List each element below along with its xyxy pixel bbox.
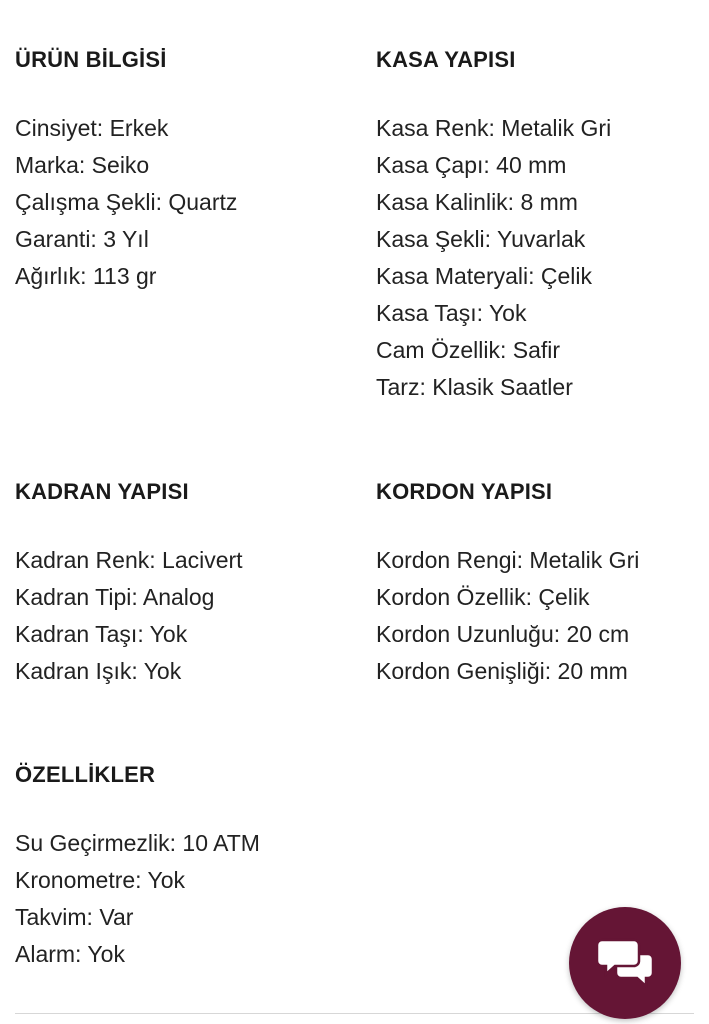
spec-item-kordon-rengi: Kordon Rengi: Metalik Gri <box>376 547 640 573</box>
spec-item-alarm: Alarm: Yok <box>15 941 125 967</box>
spec-item-kasa-capi: Kasa Çapı: 40 mm <box>376 152 567 178</box>
spec-list <box>15 110 237 295</box>
chat-bubbles-icon <box>596 938 654 988</box>
spec-item-kasa-renk: Kasa Renk: Metalik Gri <box>376 115 612 141</box>
spec-list <box>15 825 260 973</box>
spec-item-garanti: Garanti: 3 Yıl <box>15 226 149 252</box>
spec-item-kadran-isik: Kadran Işık: Yok <box>15 658 182 684</box>
section-kasa-yapisi <box>376 45 612 400</box>
spec-item-kronometre: Kronometre: Yok <box>15 867 186 893</box>
spec-list <box>376 110 611 406</box>
section-urun-bilgisi <box>15 45 238 289</box>
spec-item-kadran-tipi: Kadran Tipi: Analog <box>15 584 215 610</box>
spec-item-su-gecirmezlik: Su Geçirmezlik: 10 ATM <box>15 830 260 856</box>
chat-button[interactable] <box>569 907 681 1019</box>
spec-item-kordon-genisligi: Kordon Genişliği: 20 mm <box>376 658 628 684</box>
spec-item-takvim: Takvim: Var <box>15 904 134 930</box>
section-title: KADRAN YAPISI <box>15 479 189 504</box>
spec-item-kadran-tasi: Kadran Taşı: Yok <box>15 621 188 647</box>
section-title: KORDON YAPISI <box>376 479 553 504</box>
spec-item-kasa-materyali: Kasa Materyali: Çelik <box>376 263 593 289</box>
section-ozellikler <box>15 760 260 967</box>
section-kadran-yapisi <box>15 477 243 684</box>
spec-item-kordon-ozellik: Kordon Özellik: Çelik <box>376 584 590 610</box>
section-title: ÖZELLİKLER <box>15 762 156 787</box>
spec-item-cinsiyet: Cinsiyet: Erkek <box>15 115 169 141</box>
section-title: ÜRÜN BİLGİSİ <box>15 47 167 72</box>
spec-item-kasa-tasi: Kasa Taşı: Yok <box>376 300 527 326</box>
spec-item-agirlik: Ağırlık: 113 gr <box>15 263 157 289</box>
spec-item-kordon-uzunlugu: Kordon Uzunluğu: 20 cm <box>376 621 630 647</box>
bottom-divider <box>15 1013 694 1014</box>
spec-item-cam-ozellik: Cam Özellik: Safir <box>376 337 561 363</box>
spec-item-marka: Marka: Seiko <box>15 152 150 178</box>
section-title: KASA YAPISI <box>376 47 516 72</box>
spec-list <box>15 542 243 690</box>
spec-item-kasa-sekli: Kasa Şekli: Yuvarlak <box>376 226 586 252</box>
spec-item-tarz: Tarz: Klasik Saatler <box>376 374 573 400</box>
spec-list <box>376 542 639 690</box>
section-kordon-yapisi <box>376 477 640 684</box>
spec-item-kasa-kalinlik: Kasa Kalinlik: 8 mm <box>376 189 578 215</box>
spec-item-kadran-renk: Kadran Renk: Lacivert <box>15 547 243 573</box>
spec-item-calisma-sekli: Çalışma Şekli: Quartz <box>15 189 238 215</box>
